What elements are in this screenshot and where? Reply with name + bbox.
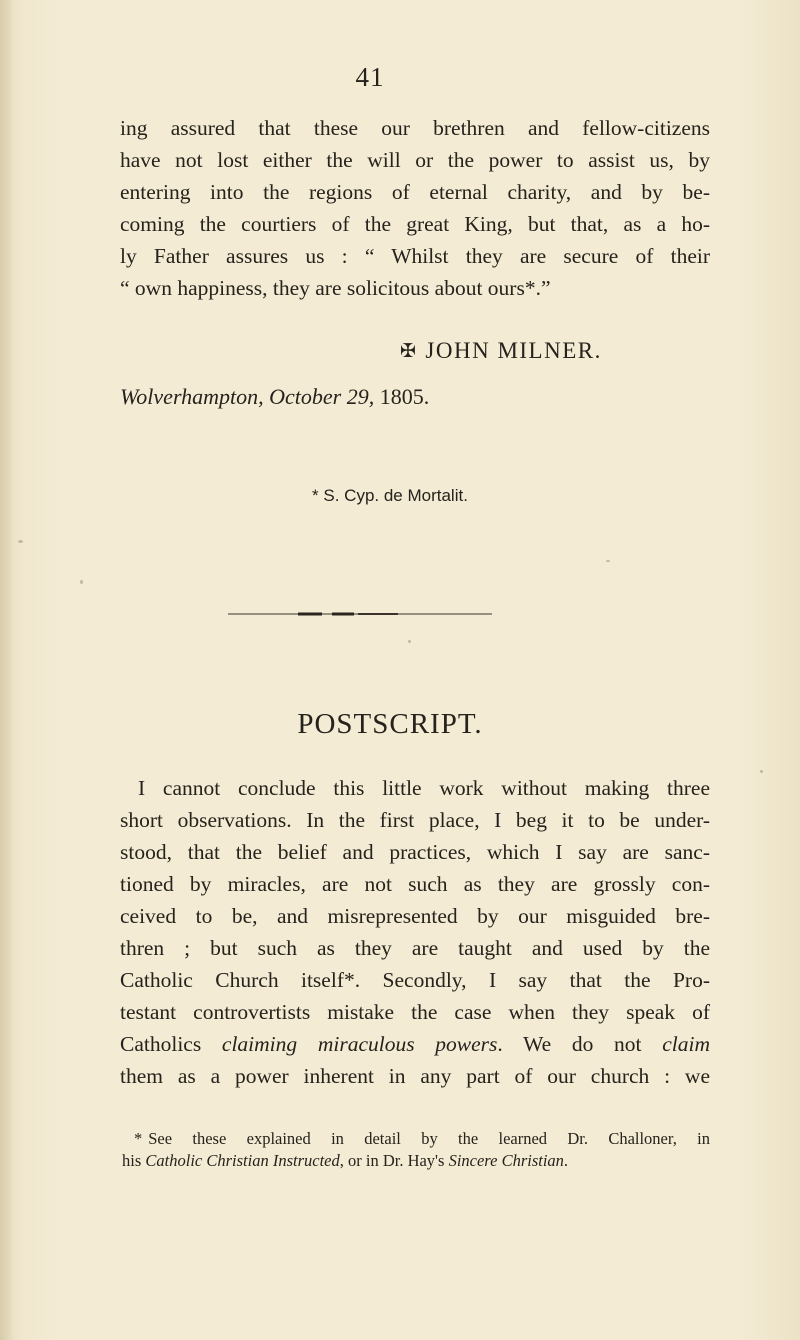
paper-speck xyxy=(760,770,763,773)
paragraph-line: ly Father assures us : “ Whilst they are secure of their xyxy=(120,244,710,268)
place-and-date: Wolverhampton, October 29, xyxy=(120,384,375,409)
episcopal-cross-icon: ✠ xyxy=(400,341,418,362)
footnote-mark: * xyxy=(134,1129,143,1148)
paragraph-line: coming the courtiers of the great King, but that, as a ho- xyxy=(120,212,710,236)
postscript-paragraph xyxy=(120,772,710,1092)
paragraph-line: have not lost either the will or the power to assist us, by xyxy=(120,148,710,172)
paragraph-line: thren ; but such as they are taught and used by the xyxy=(120,936,710,960)
footnote-text: See these explained in detail by the learned Dr. Challoner, in xyxy=(148,1129,710,1148)
paragraph-line: testant controvertists mistake the case when they speak of xyxy=(120,1000,710,1024)
footnote-line xyxy=(122,1128,710,1150)
postscript-footnote xyxy=(122,1128,710,1172)
italic-phrase: claim xyxy=(662,1032,710,1056)
page-number: 41 xyxy=(355,62,385,92)
postscript-heading: POSTSCRIPT. xyxy=(297,708,483,740)
opening-paragraph xyxy=(120,112,710,304)
binding-shadow xyxy=(0,0,14,1340)
paragraph-line: ceived to be, and misrepresented by our misguided bre- xyxy=(120,904,710,928)
paragraph-line: “ own happiness, they are solicitous about ours*.” xyxy=(120,276,551,300)
paper-speck xyxy=(18,540,23,543)
dateline xyxy=(120,384,429,410)
line-text: . We do not xyxy=(497,1032,663,1056)
author-signature xyxy=(400,338,602,364)
book-title: Catholic Christian Instructed xyxy=(145,1151,340,1170)
book-title: Sincere Christian xyxy=(448,1151,564,1170)
paper-speck xyxy=(606,560,610,562)
paragraph-line: ing assured that these our brethren and fellow-citizens xyxy=(120,116,710,140)
citation-footnote: * S. Cyp. de Mortalit. xyxy=(312,486,468,505)
footnote-text: , or in Dr. Hay's xyxy=(339,1151,449,1170)
footnote-text: . xyxy=(563,1151,569,1170)
paper-speck xyxy=(408,640,411,643)
italic-phrase: claiming miraculous powers xyxy=(221,1032,498,1056)
paragraph-line: stood, that the belief and practices, which I say are sanc- xyxy=(120,840,710,864)
paragraph-line: tioned by miracles, are not such as they are grossly con- xyxy=(120,872,710,896)
paragraph-line xyxy=(120,1028,710,1060)
paragraph-line: entering into the regions of eternal charity, and by be- xyxy=(120,180,710,204)
paragraph-line: short observations. In the first place, I beg it to be under- xyxy=(120,808,710,832)
year: 1805. xyxy=(379,384,430,409)
author-name: JOHN MILNER. xyxy=(425,338,602,363)
paragraph-line: Catholic Church itself*. Secondly, I say that the Pro- xyxy=(120,968,710,992)
line-text: Catholics xyxy=(120,1032,222,1056)
footnote-line xyxy=(122,1150,710,1172)
paragraph-line: I cannot conclude this little work without making three xyxy=(138,776,710,800)
paper-speck xyxy=(80,580,83,584)
footnote-text: his xyxy=(122,1151,146,1170)
paragraph-line: them as a power inherent in any part of our church : we xyxy=(120,1064,710,1088)
ornamental-rule xyxy=(228,612,492,616)
